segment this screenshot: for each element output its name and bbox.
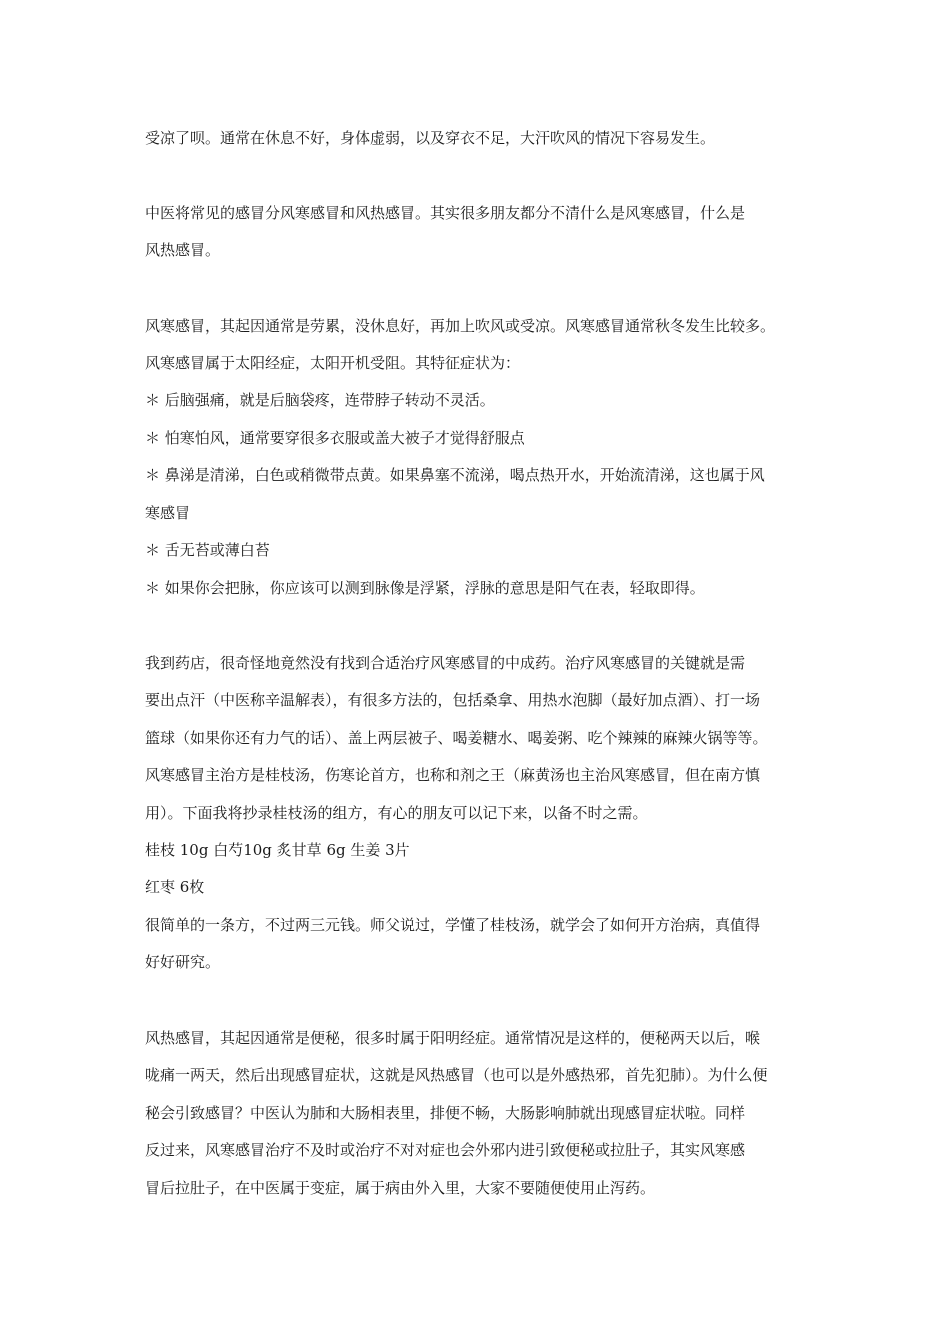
list-item: ＊ 后脑强痛，就是后脑袋疼，连带脖子转动不灵活。 bbox=[145, 391, 495, 409]
text-line: 风热感冒，其起因通常是便秘，很多时属于阳明经症。通常情况是这样的，便秘两天以后，喉 bbox=[145, 1029, 761, 1047]
text-line: 风寒感冒，其起因通常是劳累，没休息好，再加上吹风或受凉。风寒感冒通常秋冬发生比较多。 bbox=[145, 317, 776, 335]
text-line: 篮球（如果你还有力气的话）、盖上两层被子、喝姜糖水、喝姜粥、吃个辣辣的麻辣火锅等等。 bbox=[145, 729, 768, 747]
text-line: 要出点汗（中医称辛温解表），有很多方法的，包括桑拿、用热水泡脚（最好加点酒）、打一场 bbox=[145, 691, 761, 709]
list-item: ＊ 如果你会把脉，你应该可以测到脉像是浮紧，浮脉的意思是阳气在表，轻取即得。 bbox=[145, 579, 705, 597]
text-line: 用）。下面我将抄录桂枝汤的组方，有心的朋友可以记下来，以备不时之需。 bbox=[145, 804, 648, 822]
list-item: ＊ 怕寒怕风，通常要穿很多衣服或盖大被子才觉得舒服点 bbox=[145, 429, 525, 447]
text-line: 受凉了呗。通常在休息不好，身体虚弱，以及穿衣不足，大汗吹风的情况下容易发生。 bbox=[145, 129, 716, 147]
text-line: 很简单的一条方，不过两三元钱。师父说过，学懂了桂枝汤，就学会了如何开方治病，真值得 bbox=[145, 916, 761, 934]
list-item: ＊ 舌无苔或薄白苔 bbox=[145, 541, 270, 559]
text-line: 秘会引致感冒？中医认为肺和大肠相表里，排便不畅，大肠影响肺就出现感冒症状啦。同样 bbox=[145, 1104, 746, 1122]
text-line: 寒感冒 bbox=[145, 504, 191, 522]
text-line: 冒后拉肚子，在中医属于变症，属于病由外入里，大家不要随便使用止泻药。 bbox=[145, 1179, 656, 1197]
text-line: 咙痛一两天，然后出现感冒症状，这就是风热感冒（也可以是外感热邪，首先犯肺）。为什么便 bbox=[145, 1066, 768, 1084]
recipe-line: 桂枝 10g 白芍10g 炙甘草 6g 生姜 3片 bbox=[145, 841, 410, 859]
text-line: 我到药店，很奇怪地竟然没有找到合适治疗风寒感冒的中成药。治疗风寒感冒的关键就是需 bbox=[145, 654, 746, 672]
text-line: 反过来，风寒感冒治疗不及时或治疗不对对症也会外邪内进引致便秘或拉肚子，其实风寒感 bbox=[145, 1141, 746, 1159]
text-line: 好好研究。 bbox=[145, 953, 221, 971]
recipe-line: 红枣 6枚 bbox=[145, 878, 205, 896]
text-line: 中医将常见的感冒分风寒感冒和风热感冒。其实很多朋友都分不清什么是风寒感冒，什么是 bbox=[145, 204, 746, 222]
text-line: 风寒感冒主治方是桂枝汤，伤寒论首方，也称和剂之王（麻黄汤也主治风寒感冒，但在南方慎 bbox=[145, 766, 761, 784]
document-page bbox=[145, 0, 815, 1344]
list-item: ＊ 鼻涕是清涕，白色或稍微带点黄。如果鼻塞不流涕，喝点热开水，开始流清涕，这也属于风 bbox=[145, 466, 765, 484]
text-line: 风热感冒。 bbox=[145, 241, 221, 259]
text-line: 风寒感冒属于太阳经症，太阳开机受阻。其特征症状为： bbox=[145, 354, 521, 372]
